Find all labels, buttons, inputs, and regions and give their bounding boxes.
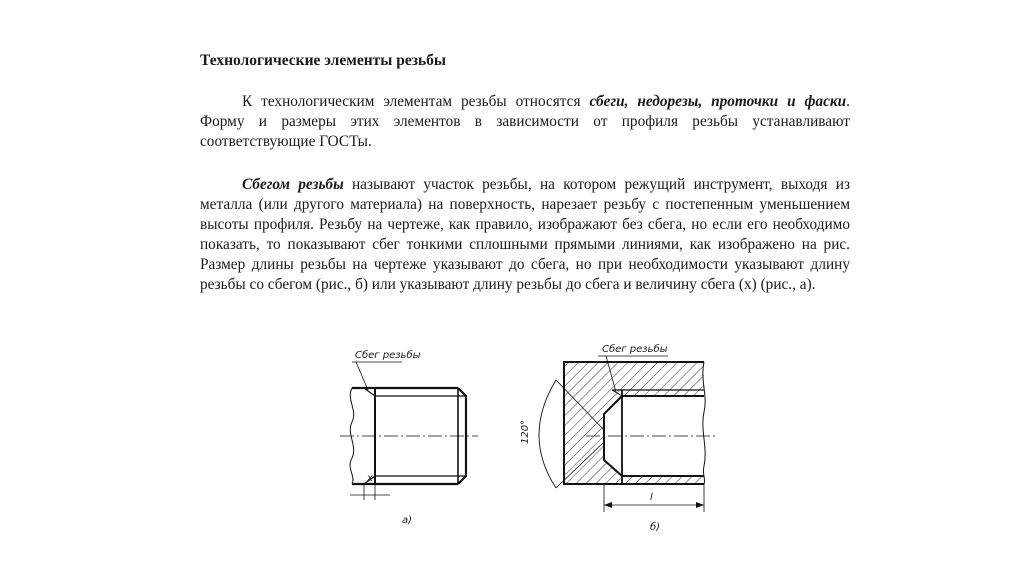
- paragraph-definition-term: Сбегом резьбы: [242, 176, 344, 193]
- dimension-label-x: x: [367, 473, 373, 484]
- paragraph-intro-rest: . Форму и размеры этих элементов в зависимости от профиля резьбы устанавливают соответствующие ГОСТы.: [200, 93, 850, 150]
- paragraph-intro-lead: К технологическим элементам резьбы относятся: [242, 93, 590, 110]
- dimension-label-l: l: [650, 492, 653, 503]
- angle-label-120: 120°: [520, 419, 531, 444]
- drawing-b-internal-thread: [539, 356, 716, 512]
- callout-label-a: Сбег резьбы: [355, 350, 421, 361]
- caption-a: а): [402, 515, 413, 526]
- callout-label-b: Сбег резьбы: [602, 344, 668, 355]
- page-title: Технологические элементы резьбы: [200, 52, 446, 69]
- paragraph-intro-emphasis: сбеги, недорезы, проточки и фаски: [589, 93, 847, 110]
- caption-b: б): [650, 522, 661, 533]
- paragraph-definition-rest: называют участок резьбы, на котором режущий инструмент, выходя из металла (или другого материала) на поверхность, нарезает резьбу с постепенным уменьшением высоты профиля. Резьбу на чертеже, как правило, изображают без сбега, но если его необходимо показать, то показывают сбег тонкими сплошными прямыми линиями, как изображено на рис. Размер длины резьбы на чертеже указывают до сбега, но при необходимости указывают длину резьбы со сбегом (рис., б) или указывают длину резьбы до сбега и величину сбега (х) (рис., а).: [200, 176, 850, 293]
- drawing-a-external-thread: [340, 362, 478, 500]
